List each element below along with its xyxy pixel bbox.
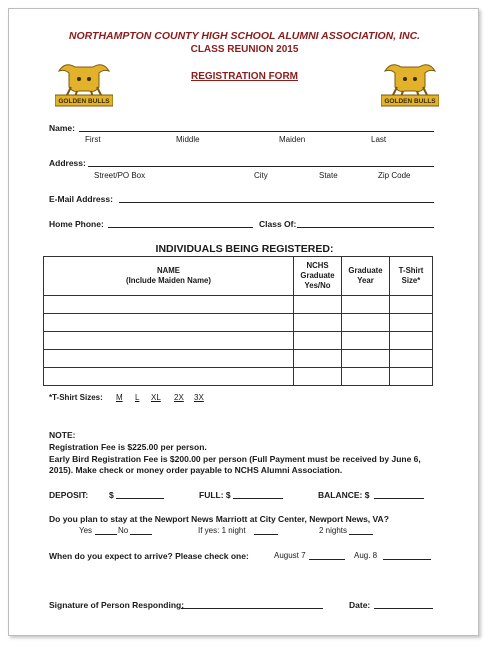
phone-field[interactable] — [108, 227, 253, 228]
table-cell[interactable] — [342, 350, 390, 368]
tshirt-size-xl: XL — [151, 393, 161, 402]
arrive-question: When do you expect to arrive? Please check one: — [49, 551, 249, 561]
table-cell[interactable] — [342, 296, 390, 314]
table-row — [44, 350, 433, 368]
col-shirt-header: T-Shirt Size* — [390, 257, 433, 296]
name-sub-first: First — [85, 135, 101, 144]
table-cell[interactable] — [294, 368, 342, 386]
stay-yes-field[interactable] — [95, 534, 117, 535]
full-label: FULL: $ — [199, 490, 231, 500]
table-cell[interactable] — [390, 296, 433, 314]
registered-heading: INDIVIDUALS BEING REGISTERED: — [155, 243, 334, 255]
table-row — [44, 332, 433, 350]
reunion-subtitle: CLASS REUNION 2015 — [190, 44, 299, 55]
classof-field[interactable] — [297, 227, 434, 228]
table-row — [44, 368, 433, 386]
name-sub-maiden: Maiden — [279, 135, 306, 144]
deposit-field[interactable] — [116, 498, 164, 499]
logo-text-left: GOLDEN BULLS — [58, 98, 110, 105]
email-field[interactable] — [119, 202, 434, 203]
balance-label: BALANCE: $ — [318, 490, 370, 500]
table-cell[interactable] — [294, 296, 342, 314]
note-line-3: 2015). Make check or money order payable to NCHS Alumni Association. — [49, 465, 343, 475]
table-cell[interactable] — [390, 350, 433, 368]
stay-yes-label: Yes — [79, 526, 93, 535]
col-nchs-header: NCHS Graduate Yes/No — [294, 257, 342, 296]
note-line-1: Registration Fee is $225.00 per person. — [49, 442, 207, 452]
date-field[interactable] — [374, 608, 433, 609]
deposit-label: DEPOSIT: — [49, 490, 89, 500]
email-label: E-Mail Address: — [49, 194, 113, 204]
name-sub-middle: Middle — [176, 135, 200, 144]
table-cell[interactable] — [390, 368, 433, 386]
name-sub-last: Last — [371, 135, 387, 144]
address-field[interactable] — [88, 166, 434, 167]
tshirt-size-3x: 3X — [194, 393, 204, 402]
tshirt-sizes-label: *T-Shirt Sizes: — [49, 393, 103, 402]
table-row — [44, 296, 433, 314]
table-cell[interactable] — [390, 332, 433, 350]
registered-table — [43, 256, 433, 386]
table-cell[interactable] — [44, 296, 294, 314]
full-field[interactable] — [233, 498, 283, 499]
name-label: Name: — [49, 123, 75, 133]
col-year-header: Graduate Year — [342, 257, 390, 296]
table-cell[interactable] — [294, 350, 342, 368]
table-cell[interactable] — [44, 368, 294, 386]
table-cell[interactable] — [294, 314, 342, 332]
stay-two-nights-label: 2 nights — [319, 526, 348, 535]
signature-label: Signature of Person Responding: — [49, 600, 185, 610]
stay-question: Do you plan to stay at the Newport News Marriott at City Center, Newport News, VA? — [49, 514, 389, 524]
note-label: NOTE: — [49, 430, 76, 440]
table-cell[interactable] — [44, 350, 294, 368]
stay-one-night-field[interactable] — [254, 534, 278, 535]
address-sub-city: City — [254, 171, 268, 180]
table-cell[interactable] — [44, 314, 294, 332]
arrive-aug7-label: August 7 — [274, 551, 306, 560]
stay-ifyes-label: If yes: 1 night — [198, 526, 246, 535]
classof-label: Class Of: — [259, 219, 297, 229]
phone-label: Home Phone: — [49, 219, 104, 229]
stay-two-nights-field[interactable] — [349, 534, 373, 535]
col-name-header: NAME (Include Maiden Name) — [44, 257, 294, 296]
tshirt-size-l: L — [135, 393, 140, 402]
arrive-aug7-field[interactable] — [309, 559, 345, 560]
address-sub-state: State — [319, 171, 338, 180]
table-cell[interactable] — [390, 314, 433, 332]
stay-no-label: No — [118, 526, 129, 535]
logo-text-right: GOLDEN BULLS — [384, 98, 436, 105]
tshirt-size-m: M — [116, 393, 123, 402]
address-label: Address: — [49, 158, 86, 168]
tshirt-size-2x: 2X — [174, 393, 184, 402]
golden-bulls-logo-right — [381, 57, 439, 107]
org-title: NORTHAMPTON COUNTY HIGH SCHOOL ALUMNI ASSOCIATION, INC. — [68, 30, 421, 42]
arrive-aug8-field[interactable] — [383, 559, 431, 560]
arrive-aug8-label: Aug. 8 — [354, 551, 378, 560]
table-cell[interactable] — [342, 314, 390, 332]
note-line-2: Early Bird Registration Fee is $200.00 per person (Full Payment must be received by June 6, — [49, 454, 421, 464]
address-sub-street: Street/PO Box — [94, 171, 146, 180]
table-cell[interactable] — [342, 368, 390, 386]
table-cell[interactable] — [294, 332, 342, 350]
stay-no-field[interactable] — [130, 534, 152, 535]
table-cell[interactable] — [342, 332, 390, 350]
name-field[interactable] — [79, 131, 434, 132]
address-sub-zip: Zip Code — [378, 171, 411, 180]
table-cell[interactable] — [44, 332, 294, 350]
form-title: REGISTRATION FORM — [190, 71, 299, 82]
table-header-row — [44, 257, 433, 296]
table-row — [44, 314, 433, 332]
signature-field[interactable] — [181, 608, 323, 609]
date-label: Date: — [349, 600, 371, 610]
balance-field[interactable] — [374, 498, 424, 499]
deposit-dollar: $ — [109, 490, 114, 500]
golden-bulls-logo-left — [55, 57, 113, 107]
